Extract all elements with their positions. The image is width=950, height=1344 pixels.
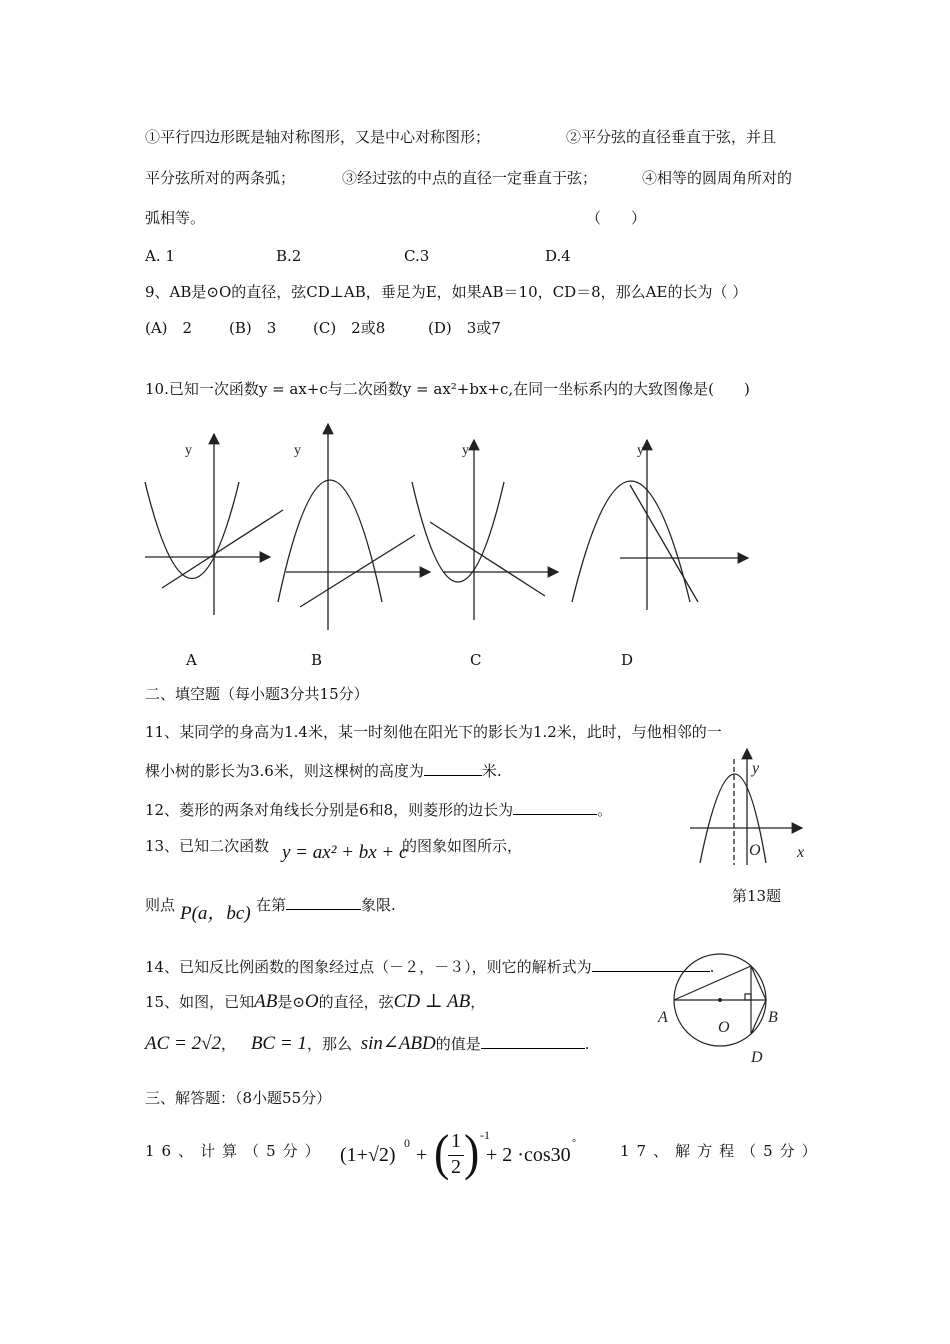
q15-bc: BC = 1	[250, 1033, 307, 1054]
graph-c	[412, 440, 558, 620]
q15-fig-o: O	[718, 1019, 730, 1036]
q14-line	[145, 957, 714, 977]
q15-period: .	[584, 1035, 590, 1053]
q8-option-a: A. 1	[145, 247, 175, 265]
q16-term1: (1+√2)	[340, 1144, 396, 1166]
q15-line2	[145, 1034, 590, 1054]
q10-graphs	[0, 420, 950, 680]
q16-half-num: 1	[451, 1130, 461, 1152]
q13-line2-prefix: 则点	[145, 896, 176, 914]
q13-line1	[145, 836, 269, 856]
q15-then: ，那么	[306, 1035, 352, 1053]
graph-a	[145, 434, 283, 615]
q11-line2	[145, 761, 502, 781]
q13-fig-y: y	[752, 760, 760, 777]
q11-line2-unit: 米.	[481, 762, 502, 780]
q15-cd-perp-ab: CD ⊥ AB	[393, 991, 471, 1012]
q8-answer-paren: （ ）	[586, 209, 647, 227]
q8-option-c: C.3	[404, 247, 430, 265]
q15-ab: AB	[254, 991, 278, 1012]
q13-figure	[680, 745, 820, 875]
graph-d	[572, 440, 748, 610]
q15-fig-d: D	[751, 1049, 763, 1066]
q15-fig-a: A	[658, 1009, 668, 1026]
q13-point: P(a，bc)	[180, 903, 251, 924]
q15-fig-b: B	[768, 1009, 778, 1026]
q17-label: 17、解方程（5分）	[620, 1142, 824, 1160]
q16-rest: + 2 ·cos30	[486, 1144, 571, 1166]
q8-line1b: ②平分弦的直径垂直于弦，并且	[566, 128, 777, 146]
q8-line3: 弧相等。	[145, 209, 206, 227]
q13-answer-blank[interactable]	[286, 895, 361, 910]
q12-end: 。	[597, 801, 613, 819]
q15-mid: 是⊙	[277, 993, 305, 1011]
q13-quadrant: 象限.	[361, 896, 396, 914]
q12-line	[145, 800, 612, 820]
q16-exp-neg1: -1	[480, 1128, 490, 1142]
q13-line2	[256, 895, 396, 915]
q11-line1: 11、某同学的身高为1.4米，某一时刻他在阳光下的影长为1.2米，此时，与他相邻的一	[145, 723, 722, 741]
q8-line2a: 平分弦所对的两条弧；	[145, 169, 296, 187]
q13-suffix: 的图象如图所示，	[402, 837, 523, 855]
q13-formula: y = ax² + bx + c	[282, 842, 408, 863]
graph-label-a: A	[186, 651, 197, 669]
q13-fig-o: O	[749, 842, 761, 859]
q16-plus: +	[416, 1144, 428, 1166]
q11-line2-text: 棵小树的影长为3.6米，则这棵树的高度为	[145, 762, 424, 780]
q8-line2c: ④相等的圆周角所对的	[642, 169, 793, 187]
q13-figure-caption: 第13题	[732, 887, 782, 905]
graph-label-b: B	[311, 651, 323, 669]
q16-half-den: 2	[451, 1156, 461, 1178]
q15-comma: ，	[221, 1035, 237, 1053]
q15-end: ，	[470, 993, 486, 1011]
graph-label-c: C	[470, 651, 482, 669]
q9-option-a: (A) 2	[145, 319, 193, 337]
section3-heading: 三、解答题：（8小题55分）	[145, 1089, 332, 1107]
q8-line1a: ①平行四边形既是轴对称图形，又是中心对称图形；	[145, 128, 491, 146]
q15-prefix: 15、如图，已知	[145, 993, 255, 1011]
graph-d-y-label: y	[637, 443, 644, 458]
q12-text: 12、菱形的两条对角线长分别是6和8，则菱形的边长为	[145, 801, 514, 819]
graph-b-y-label: y	[294, 443, 301, 458]
graph-a-y-label: y	[185, 443, 192, 458]
q13-fig-x: x	[797, 844, 805, 861]
graph-b	[278, 424, 430, 630]
q16-lparen: (	[434, 1124, 450, 1181]
q9-option-d: (D) 3或7	[428, 319, 501, 337]
q15-figure	[650, 950, 800, 1080]
q13-in-quadrant: 在第	[256, 896, 287, 914]
q9-option-b: (B) 3	[229, 319, 277, 337]
q16-label: 16、计算（5分）	[145, 1142, 327, 1160]
graph-label-d: D	[621, 651, 634, 669]
q16-rparen: )	[464, 1124, 480, 1181]
q12-answer-blank[interactable]	[513, 800, 597, 815]
q8-option-b: B.2	[276, 247, 302, 265]
q14-text: 14、已知反比例函数的图象经过点（－２，－３），则它的解析式为	[145, 958, 592, 976]
q14-end: .	[709, 958, 715, 976]
q15-ask: 的值是	[435, 1035, 481, 1053]
q15-line1	[145, 992, 485, 1012]
graph-c-y-label: y	[462, 443, 469, 458]
q10-stem: 10.已知一次函数y = ax+c与二次函数y = ax²+bx+c,在同一坐标系内的大致图像是( )	[145, 380, 750, 398]
q8-line2b: ③经过弦的中点的直径一定垂直于弦；	[342, 169, 598, 187]
q15-o: O	[304, 991, 319, 1012]
q15-answer-blank[interactable]	[481, 1034, 585, 1049]
q9-option-c: (C) 2或8	[313, 319, 386, 337]
q15-sin: sin∠ABD	[360, 1033, 436, 1054]
q15-ac: AC = 2√2	[145, 1033, 222, 1054]
q15-mid2: 的直径，弦	[318, 993, 394, 1011]
q13-prefix: 13、已知二次函数	[145, 837, 270, 855]
q16-exp0: 0	[404, 1136, 410, 1150]
q11-answer-blank[interactable]	[424, 761, 482, 776]
q9-stem: 9、AB是⊙O的直径，弦CD⊥AB，垂足为E，如果AB＝10，CD＝8，那么AE的长为（ ）	[145, 283, 748, 301]
q16-deg: °	[572, 1138, 576, 1149]
q8-option-d: D.4	[545, 247, 571, 265]
section2-heading: 二、填空题（每小题3分共15分）	[145, 685, 369, 703]
